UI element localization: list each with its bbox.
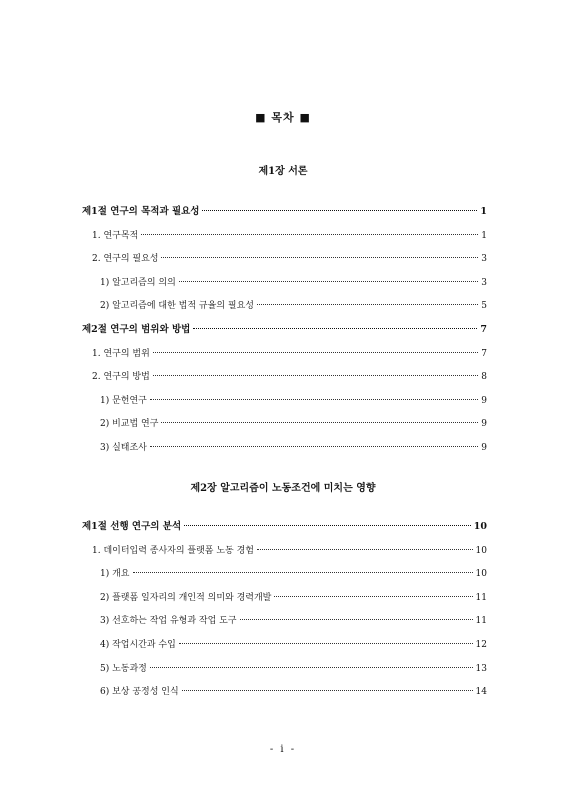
dot-leader [150, 399, 478, 400]
toc-entry-sub [100, 567, 487, 581]
dot-leader [179, 643, 473, 644]
toc-entry-label: 3) 실태조사 [100, 443, 147, 453]
toc-entry-label: 1. 연구목적 [92, 231, 139, 241]
toc-entry-label: 1. 데이터입력 종사자의 플랫폼 노동 경험 [92, 546, 254, 556]
toc-entry-item [92, 544, 487, 558]
dot-leader [161, 257, 478, 258]
dot-leader [257, 549, 473, 550]
toc-entry-label: 4) 작업시간과 수입 [100, 640, 176, 650]
dot-leader [141, 234, 478, 235]
toc-entry-page-number: 14 [475, 687, 487, 697]
toc-entry-sub [100, 614, 487, 628]
toc-entry-label: 1) 문헌연구 [100, 396, 147, 406]
toc-entry-label: 1) 개요 [100, 569, 130, 579]
dot-leader [133, 572, 473, 573]
toc-entry-label: 1. 연구의 범위 [92, 349, 150, 359]
toc-entry-sub [100, 299, 487, 313]
dot-leader [184, 525, 471, 526]
dot-leader [182, 690, 473, 691]
dot-leader [153, 352, 478, 353]
dot-leader [193, 328, 477, 329]
toc-entry-item [92, 370, 487, 384]
toc-entry-page-number: 11 [475, 593, 487, 603]
toc-entry-page-number: 5 [481, 301, 487, 311]
chapter-heading: 제2장 알고리즘이 노동조건에 미치는 영향 [190, 483, 376, 494]
page-footer: - i - [269, 744, 297, 755]
toc-entry-label: 6) 보상 공정성 인식 [100, 687, 179, 697]
toc-entry-label: 2. 연구의 필요성 [92, 254, 159, 264]
toc-entry-label: 제2절 연구의 범위와 방법 [82, 324, 191, 335]
toc-entry-sub [100, 662, 487, 676]
toc-entry-page-number: 11 [475, 616, 487, 626]
toc-entry-label: 제1절 연구의 목적과 필요성 [82, 206, 200, 217]
dot-leader [179, 281, 478, 282]
toc-entry-page-number: 10 [475, 546, 487, 556]
toc-entry-page-number: 13 [475, 664, 487, 674]
toc-entry-label: 1) 알고리즘의 의의 [100, 278, 176, 288]
toc-entry-item [92, 347, 487, 361]
toc-entry-page-number: 9 [481, 443, 487, 453]
dot-leader [257, 304, 478, 305]
toc-entry-page-number: 9 [481, 396, 487, 406]
toc-entry-page-number: 3 [481, 254, 487, 264]
dot-leader [161, 422, 478, 423]
dot-leader [150, 667, 473, 668]
dot-leader [240, 619, 473, 620]
toc-entry-label: 2. 연구의 방법 [92, 372, 150, 382]
dot-leader [150, 446, 478, 447]
chapter-heading: 제1장 서론 [258, 166, 308, 177]
toc-entry-page-number: 7 [481, 349, 487, 359]
toc-entry-label: 3) 선호하는 작업 유형과 작업 도구 [100, 616, 237, 626]
toc-entry-page-number: 9 [481, 419, 487, 429]
toc-entry-page-number: 1 [481, 231, 487, 241]
toc-entry-page-number: 7 [480, 324, 487, 335]
toc-entry-page-number: 8 [481, 372, 487, 382]
toc-entry-sub [100, 638, 487, 652]
toc-entry-sub [100, 591, 487, 605]
toc-entry-sub [100, 685, 487, 699]
toc-entry-page-number: 1 [480, 206, 487, 217]
dot-leader [202, 210, 477, 211]
toc-entry-page-number: 12 [475, 640, 487, 650]
toc-entry-page-number: 3 [481, 278, 487, 288]
toc-entry-section [82, 205, 487, 219]
toc-entry-sub [100, 417, 487, 431]
toc-entry-label: 5) 노동과정 [100, 664, 147, 674]
toc-entry-label: 2) 알고리즘에 대한 법적 규율의 필요성 [100, 301, 254, 311]
toc-entry-page-number: 10 [475, 569, 487, 579]
toc-entry-sub [100, 394, 487, 408]
toc-entry-section [82, 323, 487, 337]
toc-entry-item [92, 252, 487, 266]
toc-entry-item [92, 229, 487, 243]
toc-entry-sub [100, 276, 487, 290]
toc-entry-label: 제1절 선행 연구의 분석 [82, 521, 182, 532]
toc-entry-label: 2) 비교법 연구 [100, 419, 159, 429]
dot-leader [274, 596, 472, 597]
toc-entry-page-number: 10 [473, 521, 487, 532]
toc-entry-sub [100, 441, 487, 455]
toc-entry-section [82, 520, 487, 534]
dot-leader [153, 375, 478, 376]
toc-entry-label: 2) 플랫폼 일자리의 개인적 의미와 경력개발 [100, 593, 272, 603]
page-title: ■ 목차 ■ [255, 111, 311, 124]
